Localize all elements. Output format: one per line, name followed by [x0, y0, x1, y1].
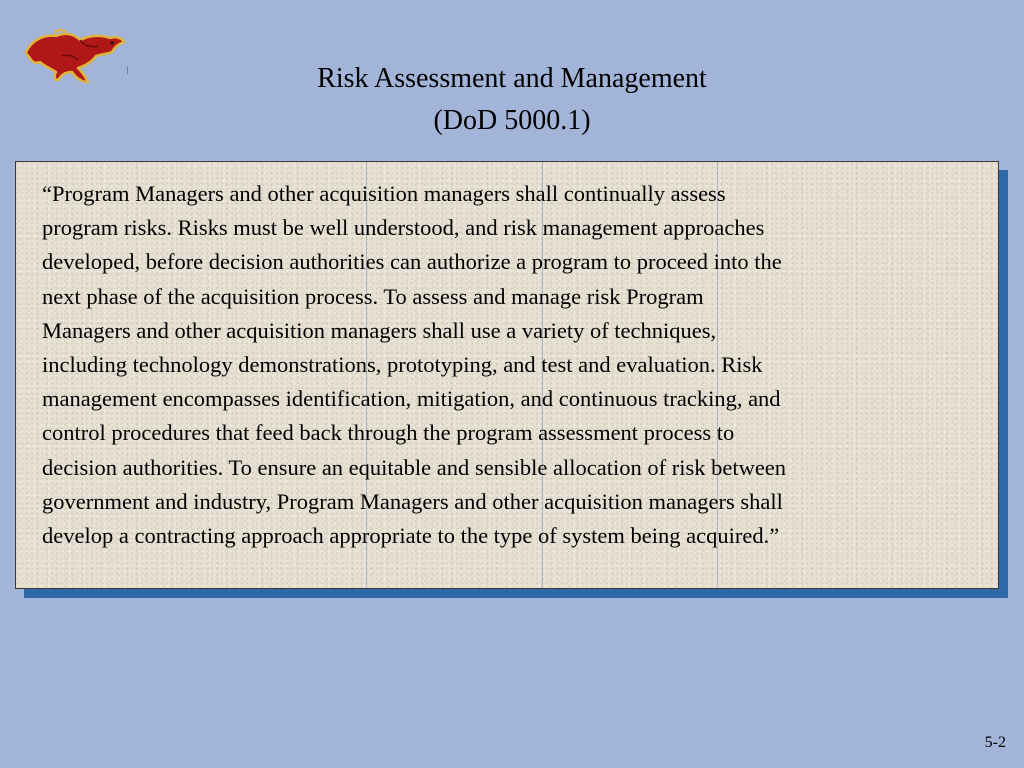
- quote-panel: [15, 161, 999, 589]
- slide-subtitle: (DoD 5000.1): [433, 105, 591, 136]
- page-number: 5-2: [984, 734, 1006, 751]
- quote-text: “Program Managers and other acquisition managers shall continually assess program risks. Risks must be well understood, and risk management approaches developed, before decision authorities can authorize a program to proceed into the next phase of the acquisition process. To assess and manage risk Program Managers and other acquisition managers shall use a variety of techniques, including technology demonstrations, prototyping, and test and evaluation. Risk management encompasses identification, mitigation, and continuous tracking, and control procedures that feed back through the program assessment process to decision authorities. To ensure an equitable and sensible allocation of risk between government and industry, Program Managers and other acquisition managers shall develop a contracting approach appropriate to the type of system being acquired.”: [42, 181, 787, 549]
- slide-title: Risk Assessment and Management: [317, 63, 707, 94]
